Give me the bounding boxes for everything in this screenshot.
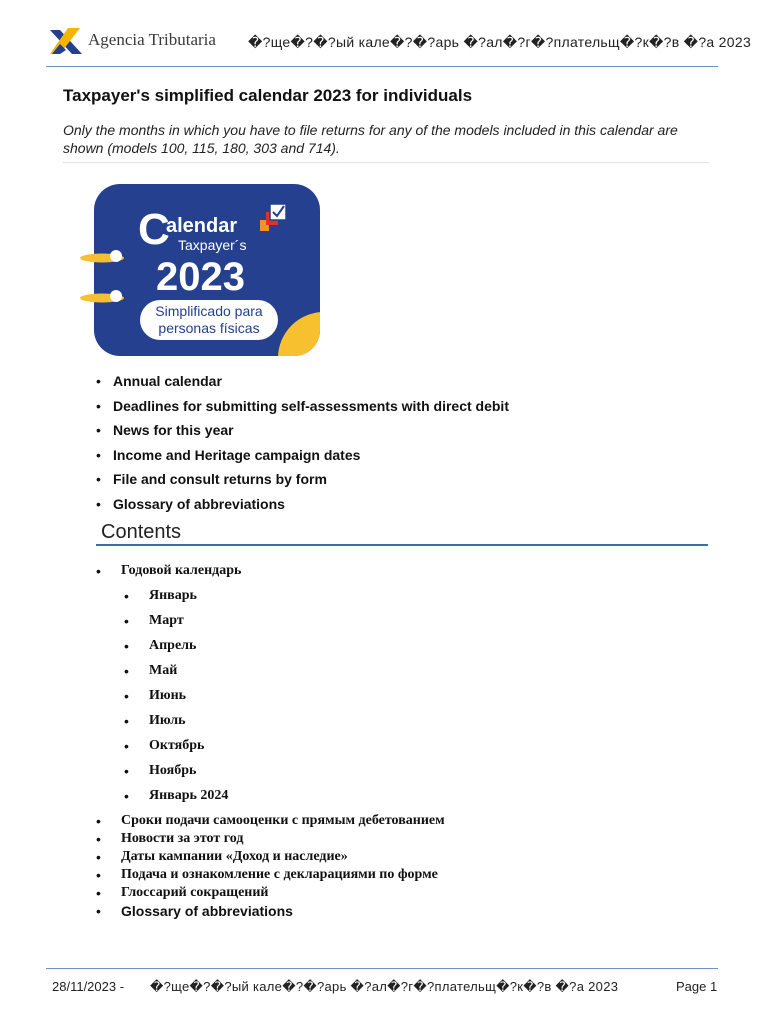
feature-item[interactable]: • File and consult returns by form bbox=[96, 470, 509, 495]
feature-list bbox=[96, 372, 509, 520]
contents-heading: Contents bbox=[101, 521, 182, 543]
footer-title: �?ще�?�?ый кале�?�?арь �?ал�?г�?плательщ�?к�?в �?а 2023 bbox=[150, 979, 619, 994]
contents-divider bbox=[96, 544, 708, 546]
cover-badge-line2: personas físicas bbox=[158, 320, 260, 336]
feature-item[interactable]: • News for this year bbox=[96, 421, 509, 446]
calendar-cover-image bbox=[78, 182, 324, 358]
intro-text: Only the months in which you have to file returns for any of the models included in this calendar are shown (models 100, 115, 180, 303 and 714). bbox=[63, 122, 678, 156]
table-of-contents bbox=[96, 562, 445, 920]
footer-date: 28/11/2023 - bbox=[52, 979, 125, 994]
feature-item[interactable]: • Income and Heritage campaign dates bbox=[96, 446, 509, 471]
header-divider bbox=[46, 66, 718, 67]
toc-subitem-month[interactable]: • Май bbox=[124, 662, 445, 687]
footer-divider bbox=[46, 968, 718, 969]
toc-subitem-month[interactable]: • Январь 2024 bbox=[124, 787, 445, 812]
toc-subitem-month[interactable]: • Июнь bbox=[124, 687, 445, 712]
cover-year: 2023 bbox=[156, 255, 245, 299]
cover-sub: Taxpayer´s bbox=[178, 237, 247, 253]
toc-item[interactable]: • Подача и ознакомление с декларациями по форме bbox=[96, 866, 445, 884]
cover-big-c: C bbox=[138, 205, 170, 254]
feature-item[interactable]: • Deadlines for submitting self-assessments with direct debit bbox=[96, 397, 509, 422]
header-title: �?ще�?�?ый кале�?�?арь �?ал�?г�?плательщ�?к�?в �?а 2023 bbox=[248, 34, 752, 50]
toc-item[interactable]: • Даты кампании «Доход и наследие» bbox=[96, 848, 445, 866]
page-title: Taxpayer's simplified calendar 2023 for individuals bbox=[63, 86, 473, 105]
toc-item[interactable]: • Глоссарий сокращений bbox=[96, 884, 445, 902]
toc-item[interactable]: • Сроки подачи самооценки с прямым дебетованием bbox=[96, 812, 445, 830]
toc-subitem-month[interactable]: • Апрель bbox=[124, 637, 445, 662]
toc-subitem-month[interactable]: • Ноябрь bbox=[124, 762, 445, 787]
page-header bbox=[0, 0, 770, 70]
toc-subitem-month[interactable]: • Октябрь bbox=[124, 737, 445, 762]
toc-subitem-month[interactable]: • Март bbox=[124, 612, 445, 637]
intro-divider bbox=[63, 162, 709, 163]
toc-item-annual-calendar[interactable]: • Годовой календарь bbox=[96, 562, 445, 587]
feature-item[interactable]: • Annual calendar bbox=[96, 372, 509, 397]
toc-item-glossary[interactable]: • Glossary of abbreviations bbox=[96, 902, 445, 920]
page-number: Page 1 bbox=[676, 979, 718, 994]
feature-item[interactable]: • Glossary of abbreviations bbox=[96, 495, 509, 520]
toc-item[interactable]: • Новости за этот год bbox=[96, 830, 445, 848]
toc-subitem-month[interactable]: • Июль bbox=[124, 712, 445, 737]
cover-badge-line1: Simplificado para bbox=[155, 303, 263, 319]
toc-subitem-month[interactable]: • Январь bbox=[124, 587, 445, 612]
cover-word: alendar bbox=[166, 215, 238, 237]
agencia-tributaria-logo bbox=[46, 24, 86, 58]
brand-name: Agencia Tributaria bbox=[88, 30, 216, 49]
